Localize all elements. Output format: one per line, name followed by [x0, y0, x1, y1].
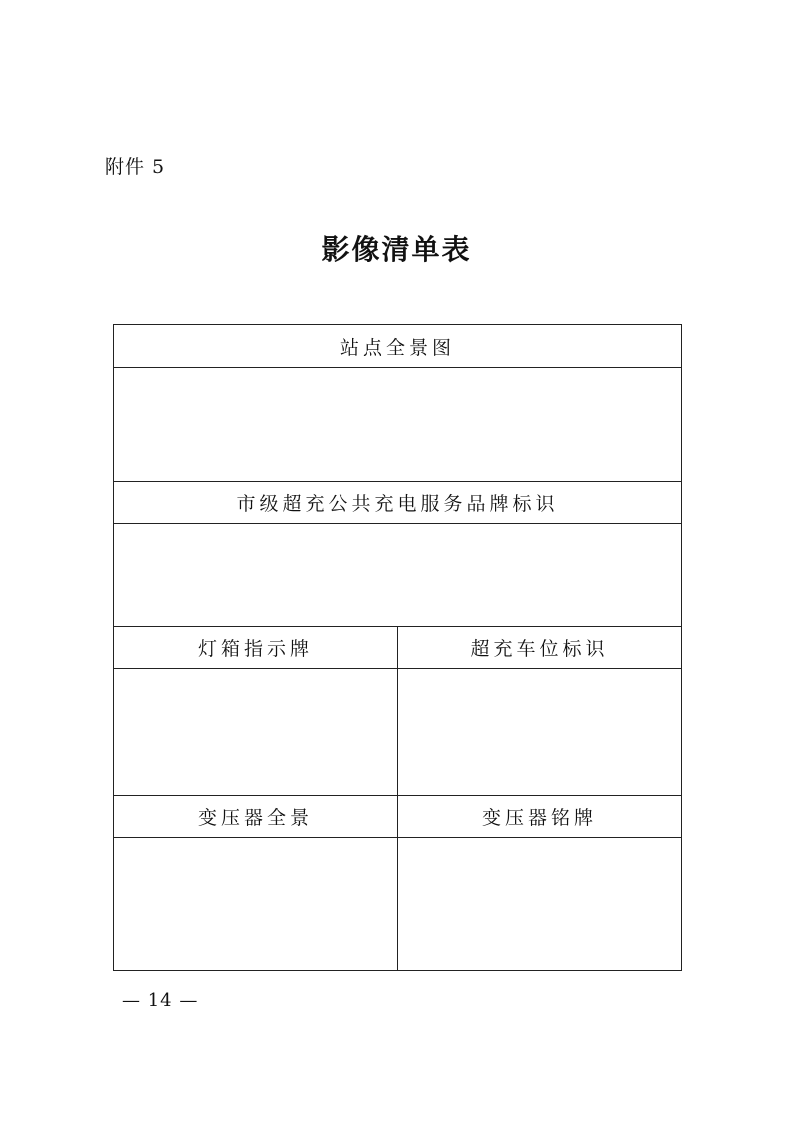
lightbox-sign-photo-area	[114, 669, 397, 795]
site-panorama-photo-area	[114, 368, 681, 481]
transformer-panorama-photo-area	[114, 838, 397, 970]
image-list-table	[113, 324, 682, 971]
page-title: 影像清单表	[321, 233, 472, 266]
header-transformer-nameplate: 变压器铭牌	[481, 807, 597, 829]
header-lightbox-sign: 灯箱指示牌	[197, 638, 313, 660]
supercharge-spot-photo-area	[398, 669, 681, 795]
header-brand-logo: 市级超充公共充电服务品牌标识	[236, 493, 559, 515]
transformer-nameplate-photo-area	[398, 838, 681, 970]
page-number: — 14 —	[122, 990, 199, 1011]
brand-logo-photo-area	[114, 524, 681, 626]
column-divider	[397, 626, 398, 970]
attachment-label: 附件 5	[105, 156, 166, 178]
header-supercharge-spot-marking: 超充车位标识	[470, 638, 609, 660]
header-transformer-panorama: 变压器全景	[197, 807, 313, 829]
header-site-panorama: 站点全景图	[339, 336, 455, 359]
